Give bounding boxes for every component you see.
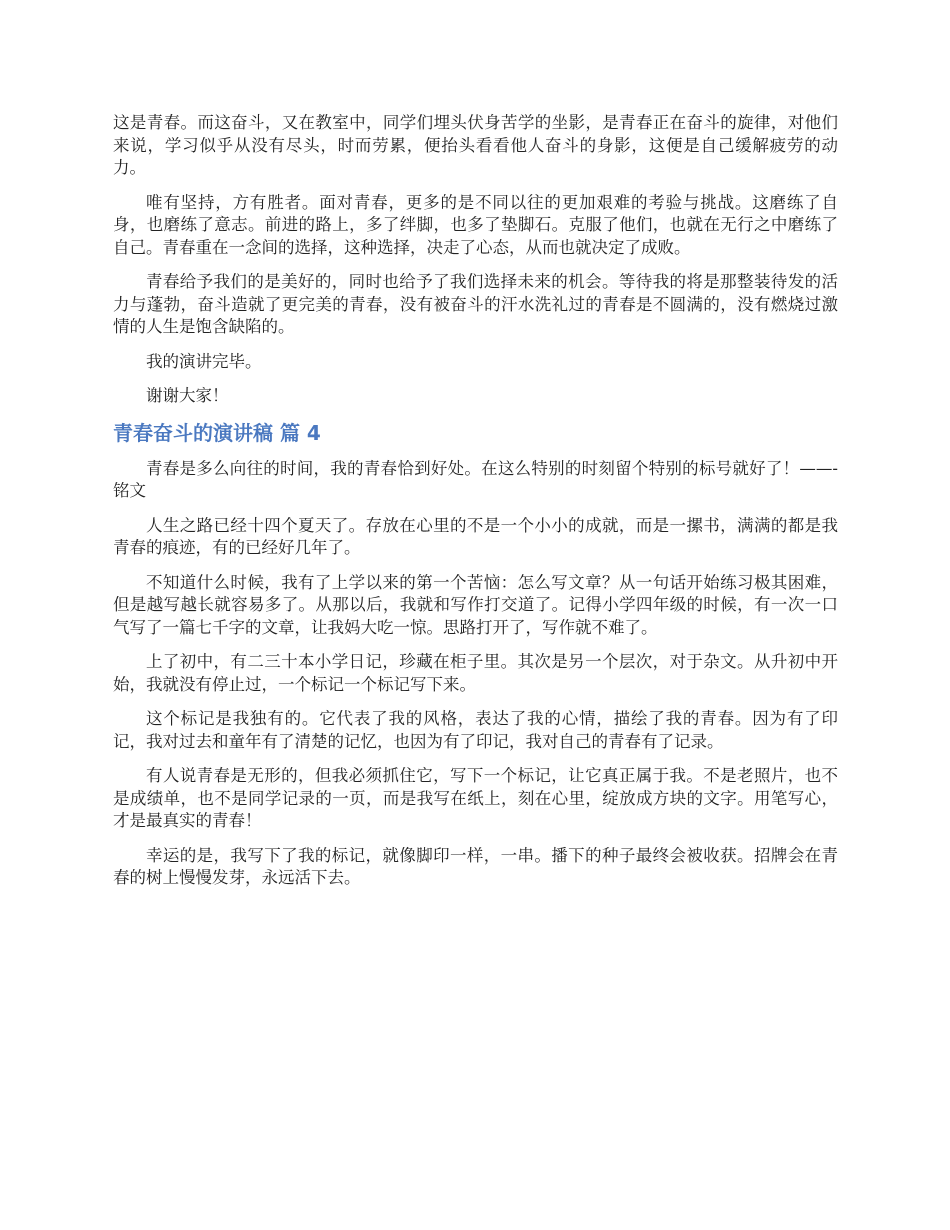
document-page — [113, 112, 838, 902]
paragraph: 有人说青春是无形的，但我必须抓住它，写下一个标记，让它真正属于我。不是老照片，也不是成绩单，也不是同学记录的一页，而是我写在纸上，刻在心里，绽放成方块的文字。用笔写心，才是最真实的青春！ — [113, 766, 838, 830]
paragraph: 上了初中，有二三十本小学日记，珍藏在柜子里。其次是另一个层次，对于杂文。从升初中开始，我就没有停止过，一个标记一个标记写下来。 — [113, 652, 838, 694]
paragraph: 人生之路已经十四个夏天了。存放在心里的不是一个小小的成就，而是一摞书，满满的都是我青春的痕迹，有的已经好几年了。 — [113, 515, 838, 557]
paragraph: 这个标记是我独有的。它代表了我的风格，表达了我的心情，描绘了我的青春。因为有了印记，我对过去和童年有了清楚的记忆，也因为有了印记，我对自己的青春有了记录。 — [113, 709, 838, 751]
paragraph: 不知道什么时候，我有了上学以来的第一个苦恼：怎么写文章？从一句话开始练习极其困难，但是越写越长就容易多了。从那以后，我就和写作打交道了。记得小学四年级的时候，有一次一口气写了一篇七千字的文章，让我妈大吃一惊。思路打开了，写作就不难了。 — [113, 572, 838, 637]
thanks-line: 谢谢大家！ — [146, 386, 229, 405]
closing-line: 我的演讲完毕。 — [146, 351, 262, 371]
section-heading: 青春奋斗的演讲稿 篇 4 — [113, 420, 321, 445]
paragraph: 唯有坚持，方有胜者。面对青春，更多的是不同以往的更加艰难的考验与挑战。这磨练了自身，也磨练了意志。前进的路上，多了绊脚，也多了垫脚石。克服了他们，也就在无行之中磨练了自己。青春重在一念间的选择，这种选择，决走了心态，从而也就决定了成败。 — [113, 192, 838, 257]
paragraph: 青春是多么向往的时间，我的青春恰到好处。在这么特别的时刻留个特别的标号就好了！——-铭文 — [113, 458, 838, 500]
paragraph: 这是青春。而这奋斗，又在教室中，同学们埋头伏身苦学的坐影，是青春正在奋斗的旋律，对他们来说，学习似乎从没有尽头，时而劳累，便抬头看看他人奋斗的身影，这便是自己缓解疲劳的动力。 — [113, 113, 838, 177]
paragraph: 幸运的是，我写下了我的标记，就像脚印一样，一串。播下的种子最终会被收获。招牌会在青春的树上慢慢发芽，永远活下去。 — [113, 845, 838, 887]
paragraph: 青春给予我们的是美好的，同时也给予了我们选择未来的机会。等待我的将是那整装待发的活力与蓬勃，奋斗造就了更完美的青春，没有被奋斗的汗水洗礼过的青春是不圆满的，没有燃烧过激情的人生是饱含缺陷的。 — [113, 272, 838, 336]
